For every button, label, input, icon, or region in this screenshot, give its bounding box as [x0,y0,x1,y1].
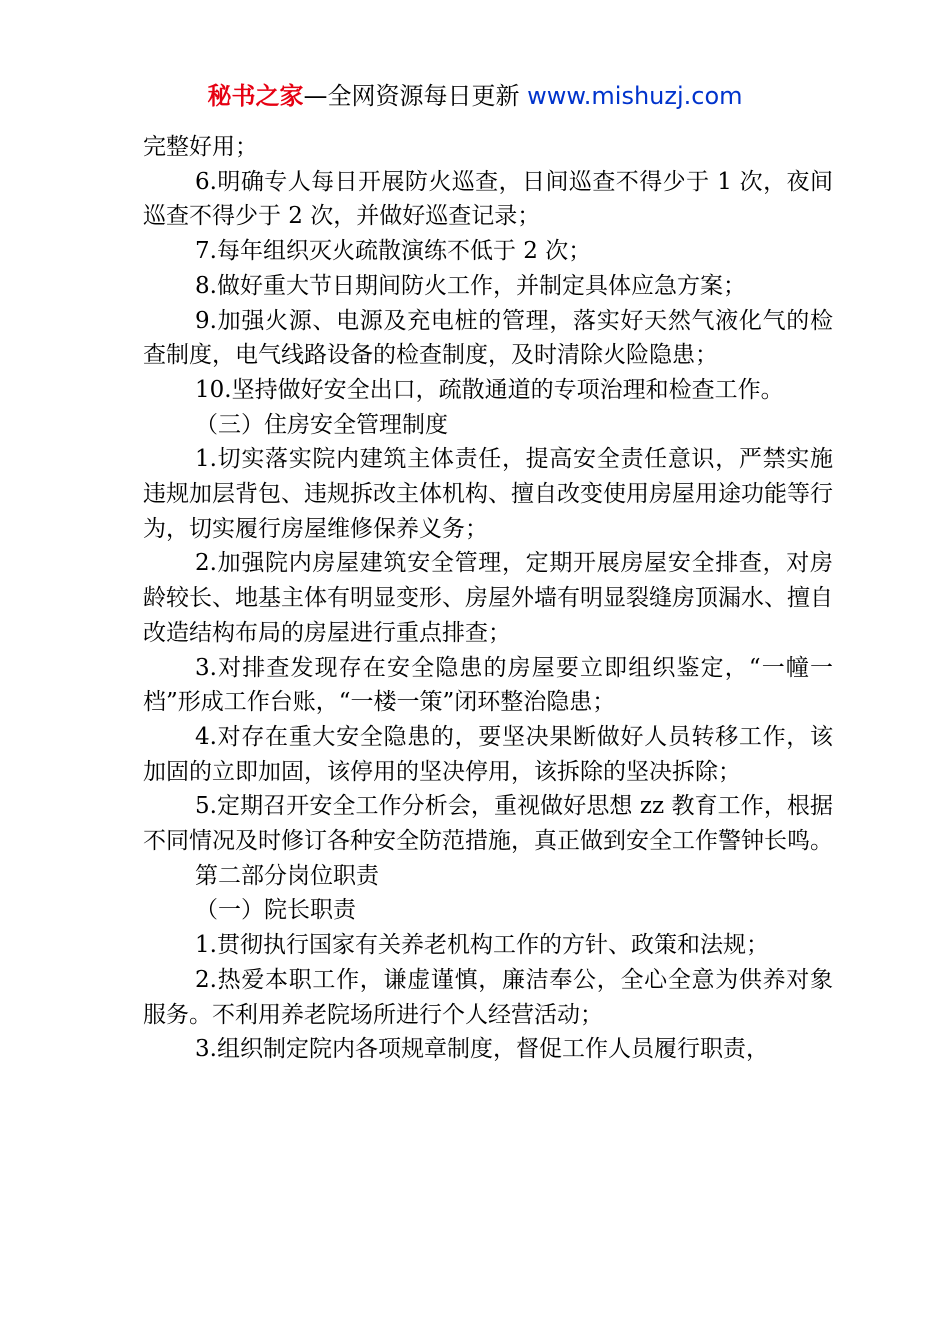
paragraph: （三）住房安全管理制度 [195,411,448,438]
document-body [143,130,833,1067]
paragraph: 3.组织制定院内各项规章制度，督促工作人员履行职责， [195,1036,769,1063]
brand-name: 秘书之家 [207,82,304,110]
paragraph: 4.对存在重大安全隐患的，要坚决果断做好人员转移工作，该加固的立即加固，该停用的坚决停用，该拆除的坚决拆除； [143,723,833,785]
header-tagline: —全网资源每日更新 [303,82,520,110]
site-header [0,80,950,112]
paragraph: 完整好用； [143,134,258,160]
site-url-link[interactable]: www.mishuzj.com [527,82,743,110]
paragraph: 5.定期召开安全工作分析会，重视做好思想 zz 教育工作，根据不同情况及时修订各种安全防范措施，真正做到安全工作警钟长鸣。 [143,793,833,855]
paragraph: （一）院长职责 [195,897,356,924]
paragraph: 2.热爱本职工作，谦虚谨慎，廉洁奉公，全心全意为供养对象服务。不利用养老院场所进行个人经营活动； [143,966,833,1028]
paragraph: 1.切实落实院内建筑主体责任，提高安全责任意识，严禁实施违规加层背包、违规拆改主体机构、擅自改变使用房屋用途功能等行为，切实履行房屋维修保养义务； [143,446,833,542]
paragraph: 3.对排查发现存在安全隐患的房屋要立即组织鉴定，“一幢一档”形成工作台账，“一楼一策”闭环整治隐患； [143,654,833,716]
paragraph: 2.加强院内房屋建筑安全管理，定期开展房屋安全排查，对房龄较长、地基主体有明显变形、房屋外墙有明显裂缝房顶漏水、擅自改造结构布局的房屋进行重点排查； [143,550,833,646]
paragraph: 10.坚持做好安全出口，疏散通道的专项治理和检查工作。 [195,376,784,403]
paragraph: 6.明确专人每日开展防火巡查，日间巡查不得少于 1 次，夜间巡查不得少于 2 次，并做好巡查记录； [143,168,833,230]
paragraph: 第二部分岗位职责 [195,862,379,889]
paragraph: 1.贯彻执行国家有关养老机构工作的方针、政策和法规； [195,932,769,959]
paragraph: 8.做好重大节日期间防火工作，并制定具体应急方案； [195,272,746,299]
paragraph: 9.加强火源、电源及充电桩的管理，落实好天然气液化气的检查制度，电气线路设备的检查制度，及时清除火险隐患； [143,307,833,369]
paragraph: 7.每年组织灭火疏散演练不低于 2 次； [195,238,592,265]
